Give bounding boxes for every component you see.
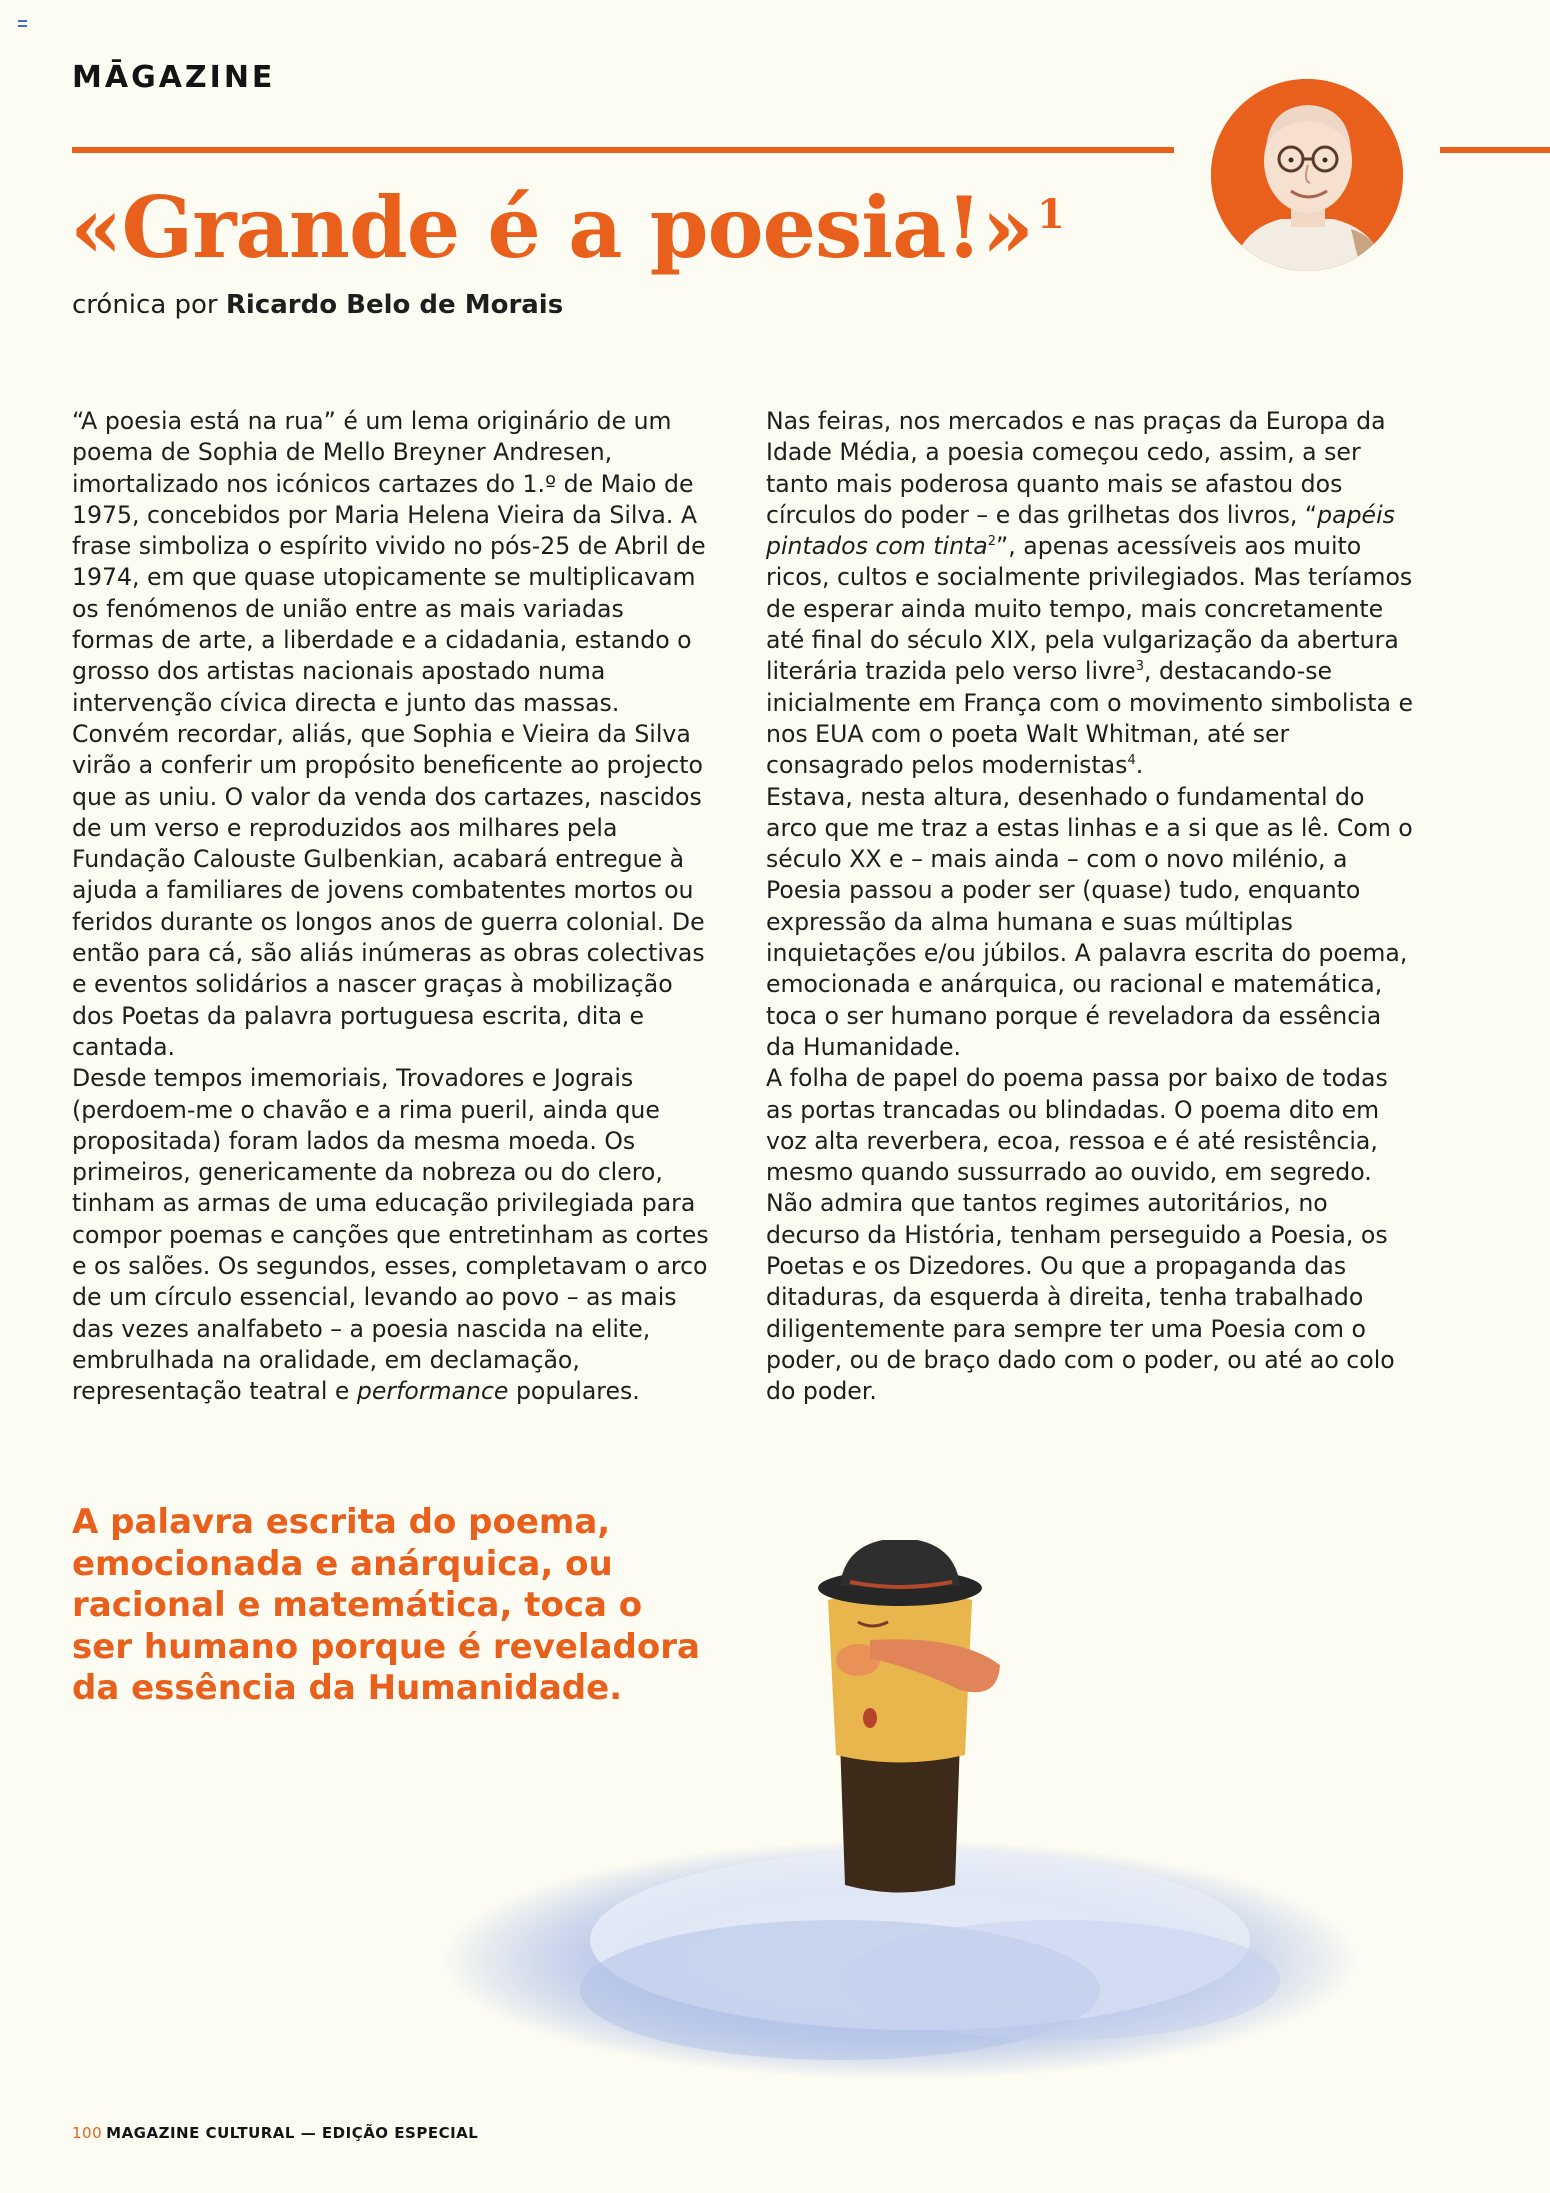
paragraph	[72, 1063, 712, 1407]
byline-prefix: crónica por	[72, 290, 218, 320]
paragraph	[766, 406, 1416, 782]
page-number: 100	[72, 2124, 103, 2142]
paragraph-text: Nas feiras, nos mercados e nas praças da Europa da Idade Média, a poesia começou cedo, assim, a ser tanto mais poderosa quanto mais se afastou dos círculos do poder – e das grilhetas dos livros, “	[766, 407, 1386, 529]
footnote-ref: 3	[1135, 659, 1144, 675]
italic-term: performance	[356, 1377, 509, 1406]
paragraph-text: Desde tempos imemoriais, Trovadores e Jograis (perdoem-me o chavão e a rima pueril, ainda que propositada) foram lados da mesma moeda. Os primeiros, genericamente da nobreza ou do clero, tinham as armas de uma educação privilegiada para compor poemas e canções que entretinham as cortes e os salões. Os segundos, esses, completavam o arco de um círculo essencial, levando ao povo – as mais das vezes analfabeto – a poesia nascida na elite, embrulhada na oralidade, em declamação, representação teatral e	[72, 1064, 709, 1406]
paragraph: Estava, nesta altura, desenhado o fundamental do arco que me traz a estas linhas e a si que as lê. Com o século XX e – mais ainda – com o novo milénio, a Poesia passou a poder ser (quase) tudo, enquanto expressão da alma humana e suas múltiplas inquietações e/ou júbilos. A palavra escrita do poema, emocionada e anárquica, ou racional e matemática, toca o ser humano porque é reveladora da essência da Humanidade.	[766, 782, 1413, 1061]
paragraph-text-end: populares.	[515, 1377, 640, 1406]
pull-quote: A palavra escrita do poema, emocionada e anárquica, ou racional e matemática, toca o ser humano porque é reveladora da essência da Humanidade.	[72, 1502, 700, 1708]
title-footnote-ref: 1	[1036, 191, 1064, 238]
footnote-ref: 2	[987, 534, 997, 550]
paragraph: “A poesia está na rua” é um lema originário de um poema de Sophia de Mello Breyner Andresen, imortalizado nos icónicos cartazes do 1.º de Maio de 1975, concebidos por Maria Helena Vieira da Silva. A frase simboliza o espírito vivido no pós-25 de Abril de 1974, em que quase utopicamente se multiplicavam os fenómenos de união entre as mais variadas formas de arte, a liberdade e a cidadania, estando o grosso dos artistas nacionais apostado numa intervenção cívica directa e junto das massas.	[72, 407, 706, 717]
paragraph: Convém recordar, aliás, que Sophia e Vieira da Silva virão a conferir um propósito beneficente ao projecto que as uniu. O valor da venda dos cartazes, nascidos de um verso e reproduzidos aos milhares pela Fundação Calouste Gulbenkian, acabará entregue à ajuda a familiares de jovens combatentes mortos ou feridos durante os longos anos de guerra colonial. De então para cá, são aliás inúmeras as obras colectivas e eventos solidários a nascer graças à mobilização dos Poetas da palavra portuguesa escrita, dita e cantada.	[72, 719, 705, 1061]
magazine-brand: MĀGAZINE	[72, 60, 276, 95]
header-rule-right	[1440, 147, 1550, 153]
article-title-text: «Grande é a poesia!»	[70, 178, 1033, 277]
header-rule-left	[72, 147, 1174, 153]
hat-figure-illustration	[400, 1540, 1390, 2100]
paragraph-text: ”, apenas acessíveis aos muito ricos, cultos e socialmente privilegiados. Mas teríamos de esperar ainda muito tempo, mais concretamente até final do século XIX, pela vulgarização da abertura literária trazida pelo verso livre	[766, 532, 1413, 686]
article-title	[70, 178, 1064, 277]
left-column	[72, 406, 712, 1408]
footer-text: MAGAZINE CULTURAL — EDIÇÃO ESPECIAL	[106, 2124, 479, 2142]
author-portrait	[1211, 79, 1403, 271]
right-column	[766, 406, 1416, 1408]
paragraph-text: .	[1135, 751, 1144, 780]
byline	[72, 290, 563, 320]
paragraph: A folha de papel do poema passa por baixo de todas as portas trancadas ou blindadas. O poema dito em voz alta reverbera, ecoa, ressoa e é até resistência, mesmo quando sussurrado ao ouvido, em segredo. Não admira que tantos regimes autoritários, no decurso da História, tenham perseguido a Poesia, os Poetas e os Dizedores. Ou que a propaganda das ditaduras, da esquerda à direita, tenha trabalhado diligentemente para sempre ter uma Poesia com o poder, ou de braço dado com o poder, ou até ao colo do poder.	[766, 1064, 1395, 1406]
author-portrait-icon	[1211, 79, 1403, 271]
italic-quote: papéis pintados com tinta	[766, 500, 1395, 561]
byline-author: Ricardo Belo de Morais	[225, 290, 564, 320]
page-footer	[72, 2124, 478, 2142]
hat-figure-icon	[400, 1540, 1390, 2100]
footnote-ref: 4	[1127, 753, 1136, 769]
paragraph-text: , destacando-se inicialmente em França com o movimento simbolista e nos EUA com o poeta Walt Whitman, até ser consagrado pelos modernistas	[766, 657, 1413, 780]
corner-mark-icon	[18, 20, 27, 27]
